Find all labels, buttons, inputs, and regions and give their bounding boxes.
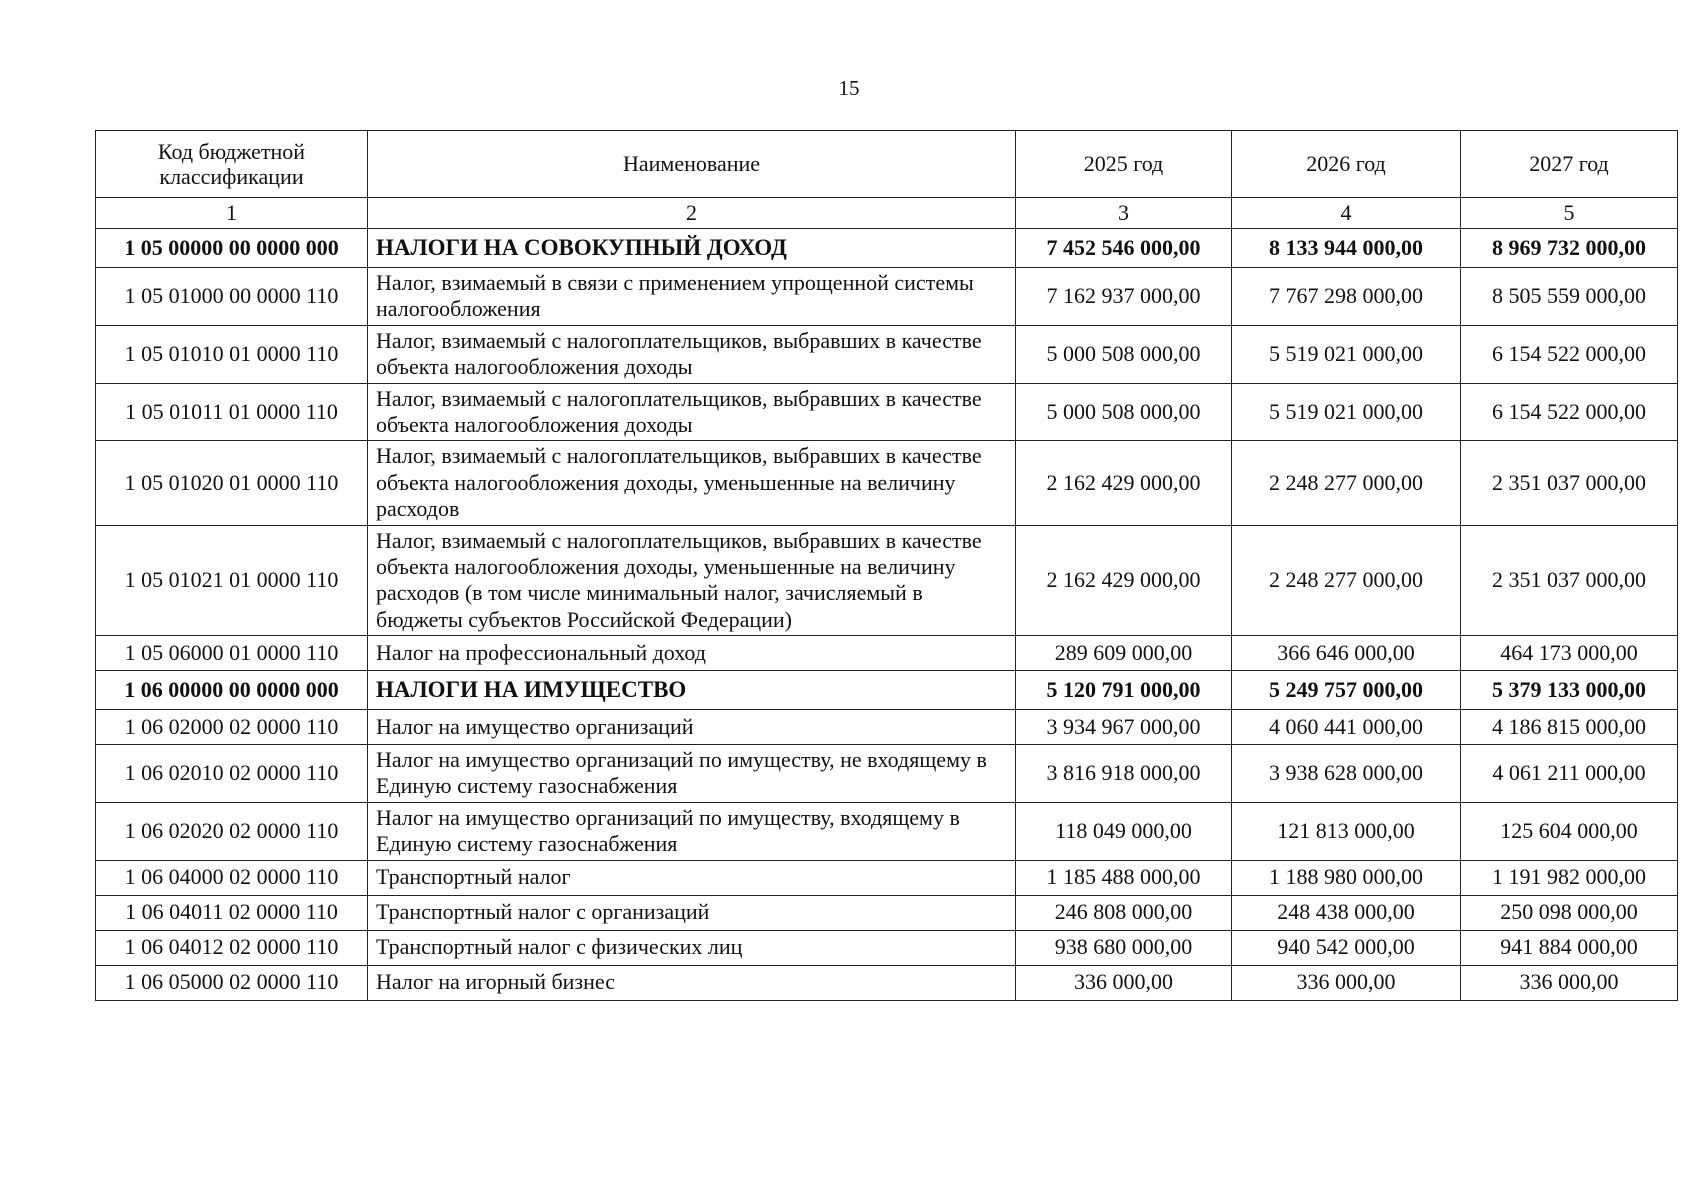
header-name: Наименование [368,131,1016,198]
cell-2026: 2 248 277 000,00 [1232,441,1461,525]
table-row [96,802,1678,860]
cell-2025: 7 162 937 000,00 [1016,268,1232,326]
cell-name: Налог на имущество организаций по имуществу, не входящему в Единую систему газоснабжения [368,745,1016,803]
table-row [96,383,1678,441]
cell-name: НАЛОГИ НА ИМУЩЕСТВО [368,671,1016,710]
cell-2025: 118 049 000,00 [1016,802,1232,860]
cell-name: Налог, взимаемый с налогоплательщиков, выбравших в качестве объекта налогообложения доходы, уменьшенные на величину расходов (в том числе минимальный налог, зачисляемый в бюджеты субъектов Российской Федерации) [368,525,1016,636]
cell-2026: 248 438 000,00 [1232,895,1461,930]
table-body [96,229,1678,1001]
table-row [96,895,1678,930]
cell-name: Налог, взимаемый в связи с применением упрощенной системы налогообложения [368,268,1016,326]
cell-code: 1 05 01010 01 0000 110 [96,325,368,383]
cell-code: 1 05 01000 00 0000 110 [96,268,368,326]
cell-2025: 938 680 000,00 [1016,930,1232,965]
cell-code: 1 05 01021 01 0000 110 [96,525,368,636]
cell-name: Налог, взимаемый с налогоплательщиков, выбравших в качестве объекта налогообложения доходы [368,325,1016,383]
cell-name: Транспортный налог [368,860,1016,895]
cell-2025: 289 609 000,00 [1016,636,1232,671]
cell-2026: 8 133 944 000,00 [1232,229,1461,268]
page-number: 15 [838,76,860,100]
cell-2027: 4 186 815 000,00 [1461,710,1678,745]
header-2026: 2026 год [1232,131,1461,198]
cell-code: 1 06 04012 02 0000 110 [96,930,368,965]
cell-name: Транспортный налог с физических лиц [368,930,1016,965]
cell-2027: 336 000,00 [1461,965,1678,1000]
cell-2026: 940 542 000,00 [1232,930,1461,965]
cell-2025: 3 816 918 000,00 [1016,745,1232,803]
cell-2027: 125 604 000,00 [1461,802,1678,860]
cell-2025: 3 934 967 000,00 [1016,710,1232,745]
budget-table [95,130,1678,1001]
cell-2025: 1 185 488 000,00 [1016,860,1232,895]
column-number: 5 [1461,198,1678,229]
cell-2025: 5 120 791 000,00 [1016,671,1232,710]
cell-code: 1 06 02000 02 0000 110 [96,710,368,745]
table-row [96,965,1678,1000]
cell-name: Налог, взимаемый с налогоплательщиков, выбравших в качестве объекта налогообложения доходы, уменьшенные на величину расходов [368,441,1016,525]
cell-2026: 4 060 441 000,00 [1232,710,1461,745]
cell-code: 1 05 00000 00 0000 000 [96,229,368,268]
cell-2026: 5 519 021 000,00 [1232,383,1461,441]
table-row [96,636,1678,671]
cell-2027: 6 154 522 000,00 [1461,325,1678,383]
cell-2027: 5 379 133 000,00 [1461,671,1678,710]
table-row [96,930,1678,965]
section-total-row [96,671,1678,710]
cell-2027: 4 061 211 000,00 [1461,745,1678,803]
column-number: 4 [1232,198,1461,229]
cell-name: Налог, взимаемый с налогоплательщиков, выбравших в качестве объекта налогообложения доходы [368,383,1016,441]
cell-code: 1 06 05000 02 0000 110 [96,965,368,1000]
cell-2026: 5 519 021 000,00 [1232,325,1461,383]
table-row [96,268,1678,326]
cell-name: НАЛОГИ НА СОВОКУПНЫЙ ДОХОД [368,229,1016,268]
column-number: 3 [1016,198,1232,229]
cell-2025: 2 162 429 000,00 [1016,441,1232,525]
table-row [96,745,1678,803]
cell-2027: 2 351 037 000,00 [1461,441,1678,525]
cell-code: 1 06 02020 02 0000 110 [96,802,368,860]
cell-2027: 6 154 522 000,00 [1461,383,1678,441]
cell-code: 1 05 06000 01 0000 110 [96,636,368,671]
cell-2026: 5 249 757 000,00 [1232,671,1461,710]
cell-2026: 1 188 980 000,00 [1232,860,1461,895]
cell-2026: 7 767 298 000,00 [1232,268,1461,326]
cell-2026: 2 248 277 000,00 [1232,525,1461,636]
cell-2027: 941 884 000,00 [1461,930,1678,965]
header-2027: 2027 год [1461,131,1678,198]
cell-2025: 246 808 000,00 [1016,895,1232,930]
cell-2026: 121 813 000,00 [1232,802,1461,860]
table-row [96,325,1678,383]
cell-2027: 464 173 000,00 [1461,636,1678,671]
header-code: Код бюджетной классификации [96,131,368,198]
cell-name: Налог на имущество организаций [368,710,1016,745]
table-row [96,860,1678,895]
header-2025: 2025 год [1016,131,1232,198]
cell-name: Налог на профессиональный доход [368,636,1016,671]
cell-2027: 250 098 000,00 [1461,895,1678,930]
cell-code: 1 05 01020 01 0000 110 [96,441,368,525]
cell-2027: 2 351 037 000,00 [1461,525,1678,636]
cell-code: 1 06 00000 00 0000 000 [96,671,368,710]
cell-name: Налог на игорный бизнес [368,965,1016,1000]
cell-code: 1 06 04011 02 0000 110 [96,895,368,930]
cell-2026: 336 000,00 [1232,965,1461,1000]
cell-code: 1 06 02010 02 0000 110 [96,745,368,803]
cell-code: 1 06 04000 02 0000 110 [96,860,368,895]
cell-2026: 366 646 000,00 [1232,636,1461,671]
cell-2025: 7 452 546 000,00 [1016,229,1232,268]
section-total-row [96,229,1678,268]
cell-2025: 5 000 508 000,00 [1016,325,1232,383]
cell-2027: 8 505 559 000,00 [1461,268,1678,326]
cell-2026: 3 938 628 000,00 [1232,745,1461,803]
cell-name: Транспортный налог с организаций [368,895,1016,930]
column-number: 1 [96,198,368,229]
cell-2027: 8 969 732 000,00 [1461,229,1678,268]
header-row [96,131,1678,198]
cell-2025: 5 000 508 000,00 [1016,383,1232,441]
cell-name: Налог на имущество организаций по имуществу, входящему в Единую систему газоснабжения [368,802,1016,860]
cell-2025: 2 162 429 000,00 [1016,525,1232,636]
cell-code: 1 05 01011 01 0000 110 [96,383,368,441]
table-row [96,441,1678,525]
column-number: 2 [368,198,1016,229]
cell-2027: 1 191 982 000,00 [1461,860,1678,895]
cell-2025: 336 000,00 [1016,965,1232,1000]
column-number-row [96,198,1678,229]
table-row [96,710,1678,745]
table-row [96,525,1678,636]
